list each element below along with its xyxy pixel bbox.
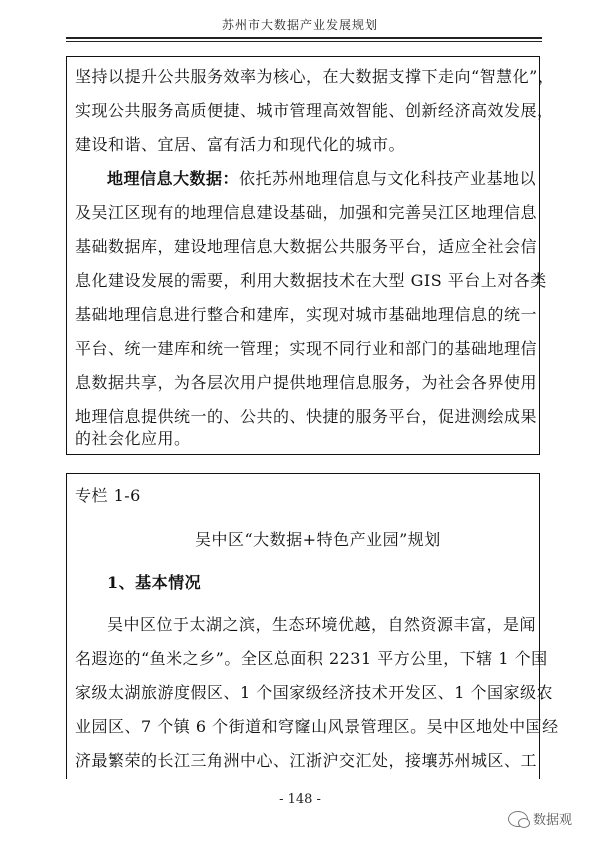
paragraph-line: 实现公共服务高质便捷、城市管理高效智能、创新经济高效发展，: [75, 101, 554, 120]
watermark-text: 数据观: [533, 813, 573, 828]
paragraph-line: 及吴江区现有的地理信息建设基础，加强和完善吴江区地理信息: [75, 203, 538, 222]
paragraph-line: 坚持以提升公共服务效率为核心，在大数据支撑下走向“智慧化”，: [75, 67, 555, 86]
header-rule-thin: [66, 41, 542, 42]
paragraph-line: 息化建设发展的需要，利用大数据技术在大型 GIS 平台上对各类: [75, 271, 547, 290]
paragraph-line: 吴中区位于太湖之滨，生态环境优越，自然资源丰富，是闻: [107, 615, 537, 634]
paragraph-line: 息数据共享，为各层次用户提供地理信息服务，为社会各界使用: [75, 373, 538, 392]
paragraph-line: 的社会化应用。: [75, 429, 191, 448]
section-heading: 1、基本情况: [107, 573, 202, 592]
column-label: 专栏 1-6: [75, 486, 141, 505]
paragraph-line: 家级太湖旅游度假区、1 个国家级经济技术开发区、1 个国家级农: [75, 683, 554, 702]
paragraph-line-lead: [107, 169, 579, 189]
paragraph-line: 基础地理信息进行整合和建库，实现对城市基础地理信息的统一: [75, 305, 538, 324]
text-box-smart-city: [66, 56, 555, 455]
page-number: - 148 -: [279, 792, 321, 807]
paragraph-line: 建设和谐、宜居、富有活力和现代化的城市。: [75, 135, 406, 154]
header-rule: [66, 37, 542, 39]
wechat-icon: [508, 811, 528, 827]
column-box-1-6: [66, 473, 559, 779]
paragraph-line: 济最繁荣的长江三角洲中心、江浙沪交汇处，接壤苏州城区、工: [75, 751, 538, 770]
paragraph-line-rest: 依托苏州地理信息与文化科技产业基地以: [239, 169, 537, 188]
paragraph-line: 名遐迩的“鱼米之乡”。全区总面积 2231 平方公里，下辖 1 个国: [75, 649, 548, 668]
watermark: [508, 809, 572, 828]
column-title: 吴中区“大数据+特色产业园”规划: [195, 530, 441, 549]
bold-lead-label: 地理信息大数据：: [107, 169, 240, 188]
paragraph-line: 平台、统一建库和统一管理；实现不同行业和部门的基础地理信: [75, 339, 538, 358]
page-header-title: 苏州市大数据产业发展规划: [221, 18, 378, 32]
paragraph-line: 地理信息提供统一的、公共的、快捷的服务平台，促进测绘成果: [75, 407, 538, 426]
paragraph-line: 业园区、7 个镇 6 个街道和穹窿山风景管理区。吴中区地处中国经: [75, 717, 559, 736]
paragraph-line: 基础数据库，建设地理信息大数据公共服务平台，适应全社会信: [75, 237, 538, 256]
